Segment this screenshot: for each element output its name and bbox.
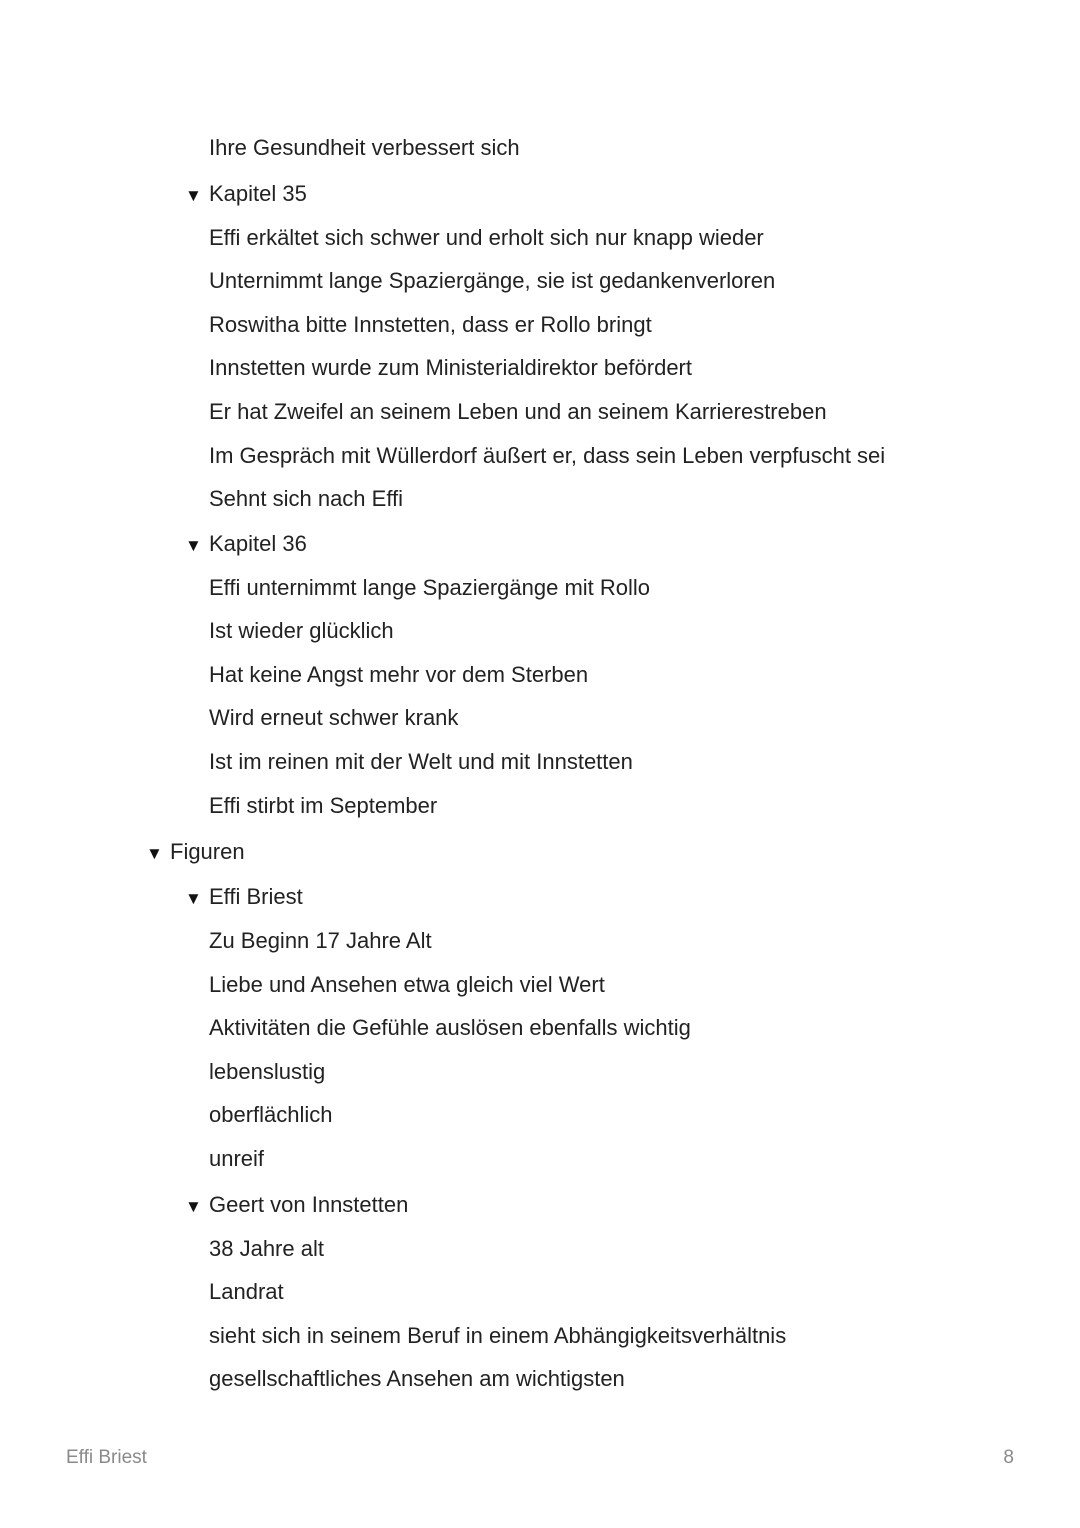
triangle-down-icon[interactable]: ▼ <box>185 536 202 555</box>
footer-document-title: Effi Briest <box>66 1447 147 1468</box>
list-item: lebenslustig <box>209 1059 326 1084</box>
list-item: Ist wieder glücklich <box>209 618 394 643</box>
list-item: gesellschaftliches Ansehen am wichtigsten <box>209 1366 625 1391</box>
list-item: Roswitha bitte Innstetten, dass er Rollo bringt <box>209 312 652 337</box>
list-item: 38 Jahre alt <box>209 1236 324 1261</box>
toggle-heading-label: Kapitel 35 <box>209 181 307 206</box>
list-item: oberflächlich <box>209 1102 333 1127</box>
list-item: Effi stirbt im September <box>209 793 438 818</box>
toggle-effi-briest[interactable] <box>185 883 303 913</box>
triangle-down-icon[interactable]: ▼ <box>185 1197 202 1216</box>
list-item: Unternimmt lange Spaziergänge, sie ist gedankenverloren <box>209 268 776 293</box>
triangle-down-icon[interactable]: ▼ <box>146 844 163 863</box>
toggle-figuren[interactable] <box>146 838 245 868</box>
toggle-kapitel-35[interactable] <box>185 180 307 210</box>
toggle-heading-label: Geert von Innstetten <box>209 1192 409 1217</box>
list-item: Im Gespräch mit Wüllerdorf äußert er, dass sein Leben verpfuscht sei <box>209 443 886 468</box>
list-item: Effi erkältet sich schwer und erholt sich nur knapp wieder <box>209 225 764 250</box>
list-item: Innstetten wurde zum Ministerialdirektor befördert <box>209 355 692 380</box>
list-item: unreif <box>209 1146 265 1171</box>
toggle-heading-label: Kapitel 36 <box>209 531 307 556</box>
list-item: Hat keine Angst mehr vor dem Sterben <box>209 662 589 687</box>
list-item: Aktivitäten die Gefühle auslösen ebenfalls wichtig <box>209 1015 691 1040</box>
list-item: Er hat Zweifel an seinem Leben und an seinem Karrierestreben <box>209 399 827 424</box>
list-item: Effi unternimmt lange Spaziergänge mit Rollo <box>209 575 651 600</box>
list-item: sieht sich in seinem Beruf in einem Abhängigkeitsverhältnis <box>209 1323 787 1348</box>
list-item: Ist im reinen mit der Welt und mit Innstetten <box>209 749 633 774</box>
triangle-down-icon[interactable]: ▼ <box>185 889 202 908</box>
triangle-down-icon[interactable]: ▼ <box>185 186 202 205</box>
footer-page-number: 8 <box>1003 1447 1014 1468</box>
toggle-heading-label: Effi Briest <box>209 884 303 909</box>
toggle-heading-label: Figuren <box>170 839 245 864</box>
list-item: Liebe und Ansehen etwa gleich viel Wert <box>209 972 605 997</box>
list-item: Landrat <box>209 1279 284 1304</box>
toggle-kapitel-36[interactable] <box>185 530 307 560</box>
list-item: Zu Beginn 17 Jahre Alt <box>209 928 432 953</box>
list-item: Wird erneut schwer krank <box>209 705 459 730</box>
list-item: Ihre Gesundheit verbessert sich <box>209 135 520 160</box>
toggle-geert-von-innstetten[interactable] <box>185 1191 408 1221</box>
list-item: Sehnt sich nach Effi <box>209 486 404 511</box>
